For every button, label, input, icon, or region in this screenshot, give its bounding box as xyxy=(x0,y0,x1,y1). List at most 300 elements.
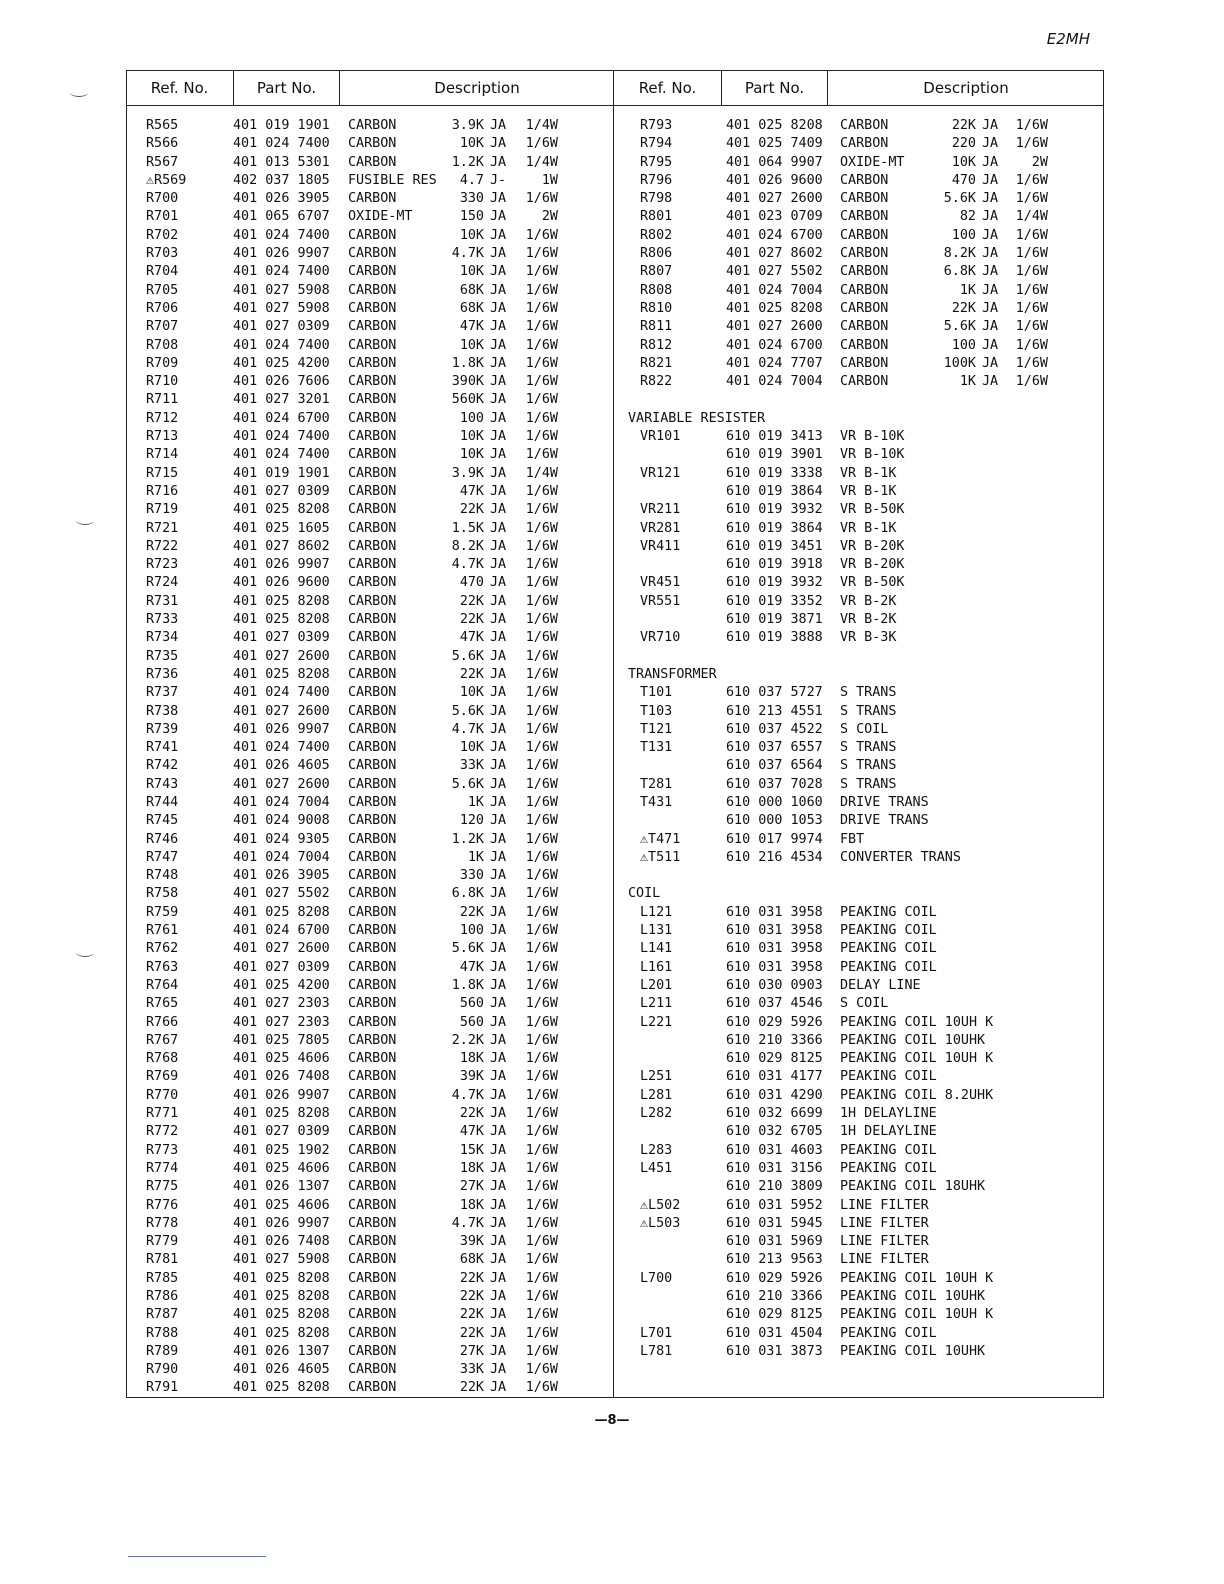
desc-wattage: 1/6W xyxy=(525,740,558,756)
desc-wattage: 1/6W xyxy=(1015,191,1048,207)
desc-type: CARBON xyxy=(348,447,397,463)
desc-tolerance: JA xyxy=(490,630,507,646)
desc-tolerance: JA xyxy=(982,227,999,243)
desc-wattage: 1/6W xyxy=(525,721,558,737)
parts-row xyxy=(130,1032,610,1050)
desc-wattage: 1/6W xyxy=(525,923,558,939)
parts-row xyxy=(130,318,610,336)
parts-row xyxy=(130,1270,610,1288)
desc-value: 1.2K xyxy=(451,831,484,847)
desc-wattage: 1/6W xyxy=(525,941,558,957)
description: VR B-10K xyxy=(840,429,905,445)
parts-row xyxy=(618,556,1100,574)
desc-value: 22K xyxy=(459,1380,484,1396)
desc-type: CARBON xyxy=(348,923,397,939)
parts-row xyxy=(618,1178,1100,1196)
description: PEAKING COIL xyxy=(840,1325,937,1341)
ref-no: R769 xyxy=(146,1069,179,1085)
desc-type: CARBON xyxy=(348,374,397,390)
desc-tolerance: JA xyxy=(490,538,507,554)
ref-no: T103 xyxy=(640,703,673,719)
section-heading: TRANSFORMER xyxy=(628,666,717,682)
parts-row xyxy=(130,135,610,153)
desc-value: 47K xyxy=(459,630,484,646)
desc-type: CARBON xyxy=(348,1069,397,1085)
desc-wattage: 1/6W xyxy=(525,1179,558,1195)
desc-type: OXIDE-MT xyxy=(840,154,905,170)
desc-value: 22K xyxy=(459,1307,484,1323)
desc-wattage: 1/6W xyxy=(525,648,558,664)
desc-tolerance: JA xyxy=(490,593,507,609)
desc-value: 220 xyxy=(951,136,976,152)
parts-row xyxy=(618,739,1100,757)
part-no: 610 037 4522 xyxy=(726,721,823,737)
parts-row xyxy=(618,337,1100,355)
ref-no: VR121 xyxy=(640,465,681,481)
part-no: 401 025 7409 xyxy=(726,136,823,152)
desc-wattage: 1/6W xyxy=(1015,337,1048,353)
desc-type: CARBON xyxy=(348,593,397,609)
desc-tolerance: JA xyxy=(490,776,507,792)
desc-wattage: 1/6W xyxy=(525,136,558,152)
part-no: 610 031 3958 xyxy=(726,923,823,939)
part-no: 401 027 2600 xyxy=(233,648,330,664)
desc-wattage: 1/6W xyxy=(525,264,558,280)
ref-no: ⚠T471 xyxy=(640,831,681,847)
desc-wattage: 1/6W xyxy=(525,1307,558,1323)
desc-tolerance: JA xyxy=(490,886,507,902)
desc-type: CARBON xyxy=(840,300,889,316)
parts-row xyxy=(618,391,1100,409)
desc-tolerance: JA xyxy=(982,246,999,262)
desc-type: CARBON xyxy=(348,904,397,920)
parts-row xyxy=(130,300,610,318)
desc-value: 1K xyxy=(467,849,484,865)
part-no: 401 024 7707 xyxy=(726,355,823,371)
desc-tolerance: JA xyxy=(490,1289,507,1304)
part-no: 401 026 9907 xyxy=(233,1215,330,1231)
ref-no: R779 xyxy=(146,1234,179,1250)
desc-wattage: 1/6W xyxy=(525,410,558,426)
ref-no: R801 xyxy=(640,209,673,225)
part-no: 401 025 8208 xyxy=(233,502,330,518)
ref-no: R567 xyxy=(146,154,179,170)
desc-type: CARBON xyxy=(348,154,397,170)
desc-type: CARBON xyxy=(348,465,397,481)
part-no: 401 026 9907 xyxy=(233,557,330,573)
desc-wattage: 1/6W xyxy=(525,1069,558,1085)
desc-wattage: 1/6W xyxy=(525,447,558,463)
description: PEAKING COIL xyxy=(840,1142,937,1158)
ref-no: R702 xyxy=(146,227,179,243)
parts-row xyxy=(618,501,1100,519)
desc-tolerance: JA xyxy=(490,977,507,993)
part-no: 401 026 9600 xyxy=(726,172,823,188)
ref-no: R711 xyxy=(146,392,179,408)
desc-type: CARBON xyxy=(348,648,397,664)
part-no: 610 210 3366 xyxy=(726,1032,823,1048)
description: PEAKING COIL 8.2UHK xyxy=(840,1087,994,1103)
ref-no: L161 xyxy=(640,959,673,975)
desc-type: CARBON xyxy=(348,794,397,810)
desc-wattage: 1/6W xyxy=(525,1289,558,1304)
ref-no: R762 xyxy=(146,941,179,957)
desc-type: OXIDE-MT xyxy=(348,209,413,225)
parts-row xyxy=(130,1251,610,1269)
desc-value: 68K xyxy=(459,282,484,298)
parts-row xyxy=(618,629,1100,647)
ref-no: ⚠L503 xyxy=(640,1215,681,1231)
desc-type: CARBON xyxy=(840,209,889,225)
desc-tolerance: JA xyxy=(490,1179,507,1195)
part-no: 401 024 7004 xyxy=(726,282,823,298)
description: PEAKING COIL 18UHK xyxy=(840,1179,986,1195)
desc-value: 27K xyxy=(459,1343,484,1359)
part-no: 401 025 1605 xyxy=(233,520,330,536)
desc-tolerance: JA xyxy=(982,337,999,353)
parts-row xyxy=(130,1160,610,1178)
desc-wattage: 1/6W xyxy=(525,1087,558,1103)
ref-no: R745 xyxy=(146,813,179,829)
desc-wattage: 1/6W xyxy=(1015,282,1048,298)
part-no: 401 024 7400 xyxy=(233,136,330,152)
desc-tolerance: JA xyxy=(490,904,507,920)
parts-row xyxy=(618,922,1100,940)
description: VR B-20K xyxy=(840,538,905,554)
ref-no: R704 xyxy=(146,264,179,280)
desc-type: CARBON xyxy=(348,868,397,884)
part-no: 610 019 3932 xyxy=(726,502,823,518)
ref-no: R763 xyxy=(146,959,179,975)
desc-type: CARBON xyxy=(348,136,397,152)
desc-tolerance: JA xyxy=(982,374,999,390)
desc-value: 1K xyxy=(959,374,976,390)
parts-row xyxy=(618,465,1100,483)
desc-type: CARBON xyxy=(348,941,397,957)
desc-wattage: 1/6W xyxy=(525,246,558,262)
ref-no: R713 xyxy=(146,429,179,445)
desc-type: CARBON xyxy=(840,264,889,280)
parts-row xyxy=(618,1105,1100,1123)
part-no: 401 025 8208 xyxy=(233,904,330,920)
part-no: 401 025 1902 xyxy=(233,1142,330,1158)
desc-value: 27K xyxy=(459,1179,484,1195)
desc-wattage: 1/6W xyxy=(525,1106,558,1122)
parts-row xyxy=(130,629,610,647)
description: S TRANS xyxy=(840,776,897,792)
desc-type: CARBON xyxy=(348,1197,397,1213)
parts-row xyxy=(130,574,610,592)
ref-no: R781 xyxy=(146,1252,179,1268)
desc-wattage: 1/6W xyxy=(525,813,558,829)
ref-no: R772 xyxy=(146,1124,179,1140)
parts-row xyxy=(618,483,1100,501)
part-no: 401 027 8602 xyxy=(726,246,823,262)
part-no: 401 026 7606 xyxy=(233,374,330,390)
part-no: 610 000 1060 xyxy=(726,794,823,810)
desc-wattage: 1/6W xyxy=(525,904,558,920)
desc-wattage: 1/6W xyxy=(525,227,558,243)
description: S COIL xyxy=(840,721,889,737)
ref-no: R795 xyxy=(640,154,673,170)
ref-no: VR281 xyxy=(640,520,681,536)
desc-tolerance: JA xyxy=(490,1325,507,1341)
desc-wattage: 1/6W xyxy=(525,1051,558,1067)
desc-type: CARBON xyxy=(348,1289,397,1304)
part-no: 401 025 8208 xyxy=(233,1325,330,1341)
model-code: E2MH xyxy=(1046,30,1090,48)
parts-row xyxy=(618,410,1100,428)
desc-value: 1.2K xyxy=(451,154,484,170)
desc-type: CARBON xyxy=(840,337,889,353)
section-heading: COIL xyxy=(628,886,661,902)
description: VR B-1K xyxy=(840,520,897,536)
part-no: 610 037 6557 xyxy=(726,740,823,756)
part-no: 401 027 0309 xyxy=(233,630,330,646)
desc-tolerance: JA xyxy=(490,1142,507,1158)
part-no: 401 026 7408 xyxy=(233,1069,330,1085)
ref-no: R808 xyxy=(640,282,673,298)
description: VR B-50K xyxy=(840,575,905,591)
ref-no: R811 xyxy=(640,319,673,335)
parts-row xyxy=(130,1050,610,1068)
part-no: 401 024 9008 xyxy=(233,813,330,829)
desc-value: 47K xyxy=(459,483,484,499)
ref-no: R806 xyxy=(640,246,673,262)
desc-value: 22K xyxy=(459,1106,484,1122)
parts-row xyxy=(618,977,1100,995)
part-no: 610 031 5952 xyxy=(726,1197,823,1213)
parts-row xyxy=(130,1068,610,1086)
desc-wattage: 1/6W xyxy=(525,1380,558,1396)
part-no: 610 037 7028 xyxy=(726,776,823,792)
part-no: 610 031 3958 xyxy=(726,904,823,920)
desc-value: 330 xyxy=(459,868,484,884)
part-no: 610 017 9974 xyxy=(726,831,823,847)
desc-value: 47K xyxy=(459,959,484,975)
parts-row xyxy=(130,648,610,666)
parts-row xyxy=(130,1288,610,1306)
desc-tolerance: JA xyxy=(490,868,507,884)
desc-tolerance: JA xyxy=(490,374,507,390)
desc-tolerance: JA xyxy=(490,246,507,262)
parts-row xyxy=(130,538,610,556)
part-no: 401 027 3201 xyxy=(233,392,330,408)
desc-tolerance: JA xyxy=(490,300,507,316)
parts-row xyxy=(618,995,1100,1013)
desc-tolerance: JA xyxy=(490,666,507,682)
ref-no: L201 xyxy=(640,977,673,993)
desc-value: 1K xyxy=(959,282,976,298)
parts-row xyxy=(130,337,610,355)
ref-no: L131 xyxy=(640,923,673,939)
desc-wattage: 1/4W xyxy=(525,154,558,170)
description: 1H DELAYLINE xyxy=(840,1106,937,1122)
desc-wattage: 1/6W xyxy=(525,831,558,847)
description: DELAY LINE xyxy=(840,977,921,993)
ref-no: R793 xyxy=(640,118,673,133)
parts-row xyxy=(130,1343,610,1361)
part-no: 610 019 3871 xyxy=(726,612,823,628)
desc-type: CARBON xyxy=(348,191,397,207)
margin-mark xyxy=(76,948,94,957)
parts-row xyxy=(130,263,610,281)
ref-no: VR451 xyxy=(640,575,681,591)
desc-type: CARBON xyxy=(348,1362,397,1378)
desc-tolerance: JA xyxy=(490,264,507,280)
part-no: 610 031 3958 xyxy=(726,959,823,975)
part-no: 401 027 2600 xyxy=(233,703,330,719)
parts-row xyxy=(618,794,1100,812)
part-no: 401 027 5502 xyxy=(726,264,823,280)
desc-tolerance: JA xyxy=(490,465,507,481)
description: LINE FILTER xyxy=(840,1197,929,1213)
parts-row xyxy=(130,757,610,775)
desc-wattage: 1/4W xyxy=(1015,209,1048,225)
ref-no: R789 xyxy=(146,1343,179,1359)
part-no: 610 031 3873 xyxy=(726,1343,823,1359)
desc-type: CARBON xyxy=(348,721,397,737)
desc-value: 4.7K xyxy=(451,557,484,573)
desc-type: CARBON xyxy=(348,1014,397,1030)
part-no: 401 025 8208 xyxy=(233,1380,330,1396)
ref-no: R739 xyxy=(146,721,179,737)
part-no: 401 025 8208 xyxy=(233,666,330,682)
part-no: 610 213 9563 xyxy=(726,1252,823,1268)
desc-wattage: 1/6W xyxy=(525,977,558,993)
description: DRIVE TRANS xyxy=(840,813,929,829)
desc-wattage: 1/6W xyxy=(525,282,558,298)
ref-no: R747 xyxy=(146,849,179,865)
part-no: 401 024 7004 xyxy=(233,794,330,810)
part-no: 401 026 9600 xyxy=(233,575,330,591)
parts-row xyxy=(618,190,1100,208)
ref-no: R767 xyxy=(146,1032,179,1048)
desc-tolerance: JA xyxy=(490,154,507,170)
desc-value: 18K xyxy=(459,1160,484,1176)
parts-row xyxy=(130,1379,610,1397)
parts-row xyxy=(130,593,610,611)
parts-row xyxy=(130,1197,610,1215)
part-no: 401 024 6700 xyxy=(726,337,823,353)
desc-type: CARBON xyxy=(348,849,397,865)
desc-tolerance: JA xyxy=(982,154,999,170)
part-no: 610 031 4290 xyxy=(726,1087,823,1103)
parts-row xyxy=(618,1032,1100,1050)
desc-tolerance: JA xyxy=(490,1051,507,1067)
part-no: 610 032 6705 xyxy=(726,1124,823,1140)
desc-tolerance: JA xyxy=(490,1087,507,1103)
ref-no: R735 xyxy=(146,648,179,664)
part-no: 401 024 6700 xyxy=(233,923,330,939)
desc-tolerance: JA xyxy=(982,319,999,335)
desc-type: CARBON xyxy=(348,758,397,774)
description: VR B-50K xyxy=(840,502,905,518)
desc-tolerance: JA xyxy=(490,136,507,152)
desc-wattage: 1/6W xyxy=(525,191,558,207)
part-no: 610 037 6564 xyxy=(726,758,823,774)
ref-no: R746 xyxy=(146,831,179,847)
desc-wattage: 1/6W xyxy=(1015,136,1048,152)
desc-type: CARBON xyxy=(840,374,889,390)
part-no: 401 025 8208 xyxy=(726,300,823,316)
desc-wattage: 1/6W xyxy=(525,868,558,884)
parts-row xyxy=(618,666,1100,684)
ref-no: R716 xyxy=(146,483,179,499)
desc-value: 22K xyxy=(459,1270,484,1286)
desc-type: CARBON xyxy=(348,118,397,133)
desc-value: 560 xyxy=(459,1014,484,1030)
desc-wattage: 1/6W xyxy=(1015,264,1048,280)
part-no: 401 024 7400 xyxy=(233,429,330,445)
ref-no: L221 xyxy=(640,1014,673,1030)
desc-tolerance: JA xyxy=(490,996,507,1012)
desc-value: 1K xyxy=(467,794,484,810)
description: VR B-2K xyxy=(840,612,897,628)
desc-type: CARBON xyxy=(348,282,397,298)
parts-row xyxy=(130,940,610,958)
desc-type: CARBON xyxy=(348,1160,397,1176)
parts-row xyxy=(618,300,1100,318)
desc-type: CARBON xyxy=(348,831,397,847)
part-no: 401 027 5908 xyxy=(233,1252,330,1268)
right-table-header xyxy=(614,70,1104,106)
parts-row xyxy=(130,995,610,1013)
desc-tolerance: JA xyxy=(490,209,507,225)
ref-no: R734 xyxy=(146,630,179,646)
description: PEAKING COIL 10UH K xyxy=(840,1051,994,1067)
desc-tolerance: JA xyxy=(490,557,507,573)
desc-tolerance: JA xyxy=(490,392,507,408)
desc-tolerance: JA xyxy=(490,941,507,957)
ref-no: R748 xyxy=(146,868,179,884)
part-no: 610 019 3352 xyxy=(726,593,823,609)
part-no: 610 030 0903 xyxy=(726,977,823,993)
parts-row xyxy=(130,227,610,245)
desc-type: CARBON xyxy=(348,1343,397,1359)
desc-type: CARBON xyxy=(840,246,889,262)
desc-type: CARBON xyxy=(348,1087,397,1103)
page-number: —8— xyxy=(594,1413,630,1428)
desc-wattage: 1/6W xyxy=(525,319,558,335)
desc-wattage: 1/6W xyxy=(525,557,558,573)
desc-type: CARBON xyxy=(348,1325,397,1341)
desc-value: 10K xyxy=(459,740,484,756)
parts-row xyxy=(618,776,1100,794)
ref-no: R759 xyxy=(146,904,179,920)
parts-row xyxy=(618,757,1100,775)
parts-row xyxy=(618,574,1100,592)
ref-no: R764 xyxy=(146,977,179,993)
desc-value: 10K xyxy=(459,136,484,152)
desc-tolerance: JA xyxy=(982,136,999,152)
parts-row xyxy=(618,282,1100,300)
part-no: 610 029 8125 xyxy=(726,1051,823,1067)
desc-value: 560K xyxy=(451,392,484,408)
desc-wattage: 1/6W xyxy=(525,1160,558,1176)
part-no: 401 065 6707 xyxy=(233,209,330,225)
desc-tolerance: JA xyxy=(982,118,999,133)
part-no: 401 027 5908 xyxy=(233,300,330,316)
desc-value: 100 xyxy=(951,337,976,353)
parts-row xyxy=(618,428,1100,446)
ref-no: T431 xyxy=(640,794,673,810)
part-no: 610 031 5945 xyxy=(726,1215,823,1231)
desc-tolerance: J- xyxy=(490,172,507,188)
description: PEAKING COIL xyxy=(840,904,937,920)
ref-no: R775 xyxy=(146,1179,179,1195)
part-no: 401 025 8208 xyxy=(233,1106,330,1122)
